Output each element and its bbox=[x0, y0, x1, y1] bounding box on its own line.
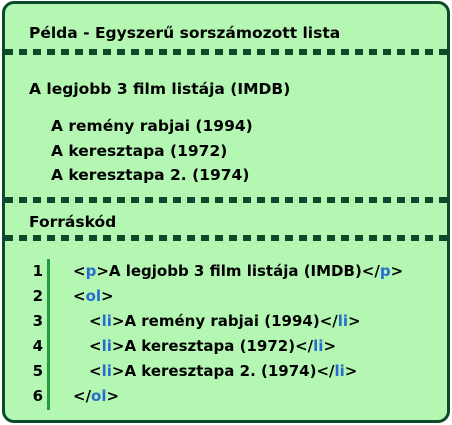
line-number: 6 bbox=[32, 387, 43, 405]
code-tag: li bbox=[101, 337, 112, 355]
code-punct: > bbox=[111, 337, 125, 355]
code-punct: > bbox=[106, 387, 120, 405]
code-line bbox=[29, 284, 439, 309]
code-content bbox=[73, 284, 114, 309]
code-punct: < bbox=[73, 262, 86, 280]
page-title: Példa - Egyszerű sorszámozott lista bbox=[29, 24, 341, 42]
line-number: 1 bbox=[32, 262, 43, 280]
code-punct: < bbox=[73, 287, 86, 305]
code-content bbox=[73, 384, 119, 409]
code-punct: > bbox=[348, 312, 361, 330]
code-line bbox=[29, 359, 439, 384]
code-text: A legjobb 3 film listája (IMDB) bbox=[108, 262, 362, 280]
code-punct: </ bbox=[295, 337, 314, 355]
code-tag: li bbox=[101, 362, 112, 380]
code-content bbox=[89, 334, 336, 359]
example-panel bbox=[2, 1, 450, 423]
code-text: A keresztapa 2. (1974) bbox=[124, 362, 317, 380]
line-number: 4 bbox=[32, 337, 43, 355]
code-content bbox=[89, 309, 361, 334]
code-line bbox=[29, 259, 439, 284]
code-punct: < bbox=[89, 312, 102, 330]
code-tag: li bbox=[337, 312, 349, 330]
code-text: A keresztapa (1972) bbox=[124, 337, 296, 355]
code-punct: > bbox=[111, 312, 125, 330]
source-title: Forráskód bbox=[29, 213, 117, 231]
code-text: A remény rabjai (1994) bbox=[124, 312, 320, 330]
code-punct: > bbox=[390, 262, 404, 280]
code-tag: li bbox=[313, 337, 324, 355]
code-content bbox=[89, 359, 357, 384]
line-number: 2 bbox=[32, 287, 43, 305]
code-line bbox=[29, 384, 439, 409]
source-code bbox=[29, 259, 439, 409]
code-punct: </ bbox=[316, 362, 335, 380]
code-line bbox=[29, 309, 439, 334]
list-item: A keresztapa 2. (1974) bbox=[51, 166, 250, 184]
line-number: 5 bbox=[32, 362, 43, 380]
code-tag: ol bbox=[85, 287, 102, 305]
list-item: A keresztapa (1972) bbox=[51, 141, 228, 160]
divider bbox=[5, 235, 447, 241]
code-punct: > bbox=[111, 362, 125, 380]
list-item: A remény rabjai (1994) bbox=[51, 117, 253, 135]
code-tag: p bbox=[379, 262, 391, 280]
code-punct: < bbox=[89, 362, 102, 380]
code-punct: </ bbox=[73, 387, 92, 405]
code-punct: </ bbox=[319, 312, 338, 330]
code-tag: li bbox=[101, 312, 112, 330]
divider bbox=[5, 49, 447, 55]
code-line bbox=[29, 334, 439, 359]
line-number: 3 bbox=[32, 312, 43, 330]
film-list bbox=[51, 114, 253, 188]
code-punct: > bbox=[101, 287, 114, 305]
code-tag: p bbox=[85, 262, 97, 280]
code-tag: li bbox=[334, 362, 345, 380]
code-punct: > bbox=[323, 337, 337, 355]
code-punct: </ bbox=[361, 262, 380, 280]
divider bbox=[5, 197, 447, 203]
code-punct: > bbox=[344, 362, 358, 380]
code-content bbox=[73, 259, 403, 284]
code-punct: > bbox=[96, 262, 109, 280]
code-tag: ol bbox=[91, 387, 107, 405]
example-heading: A legjobb 3 film listája (IMDB) bbox=[29, 80, 291, 98]
code-punct: < bbox=[89, 337, 102, 355]
